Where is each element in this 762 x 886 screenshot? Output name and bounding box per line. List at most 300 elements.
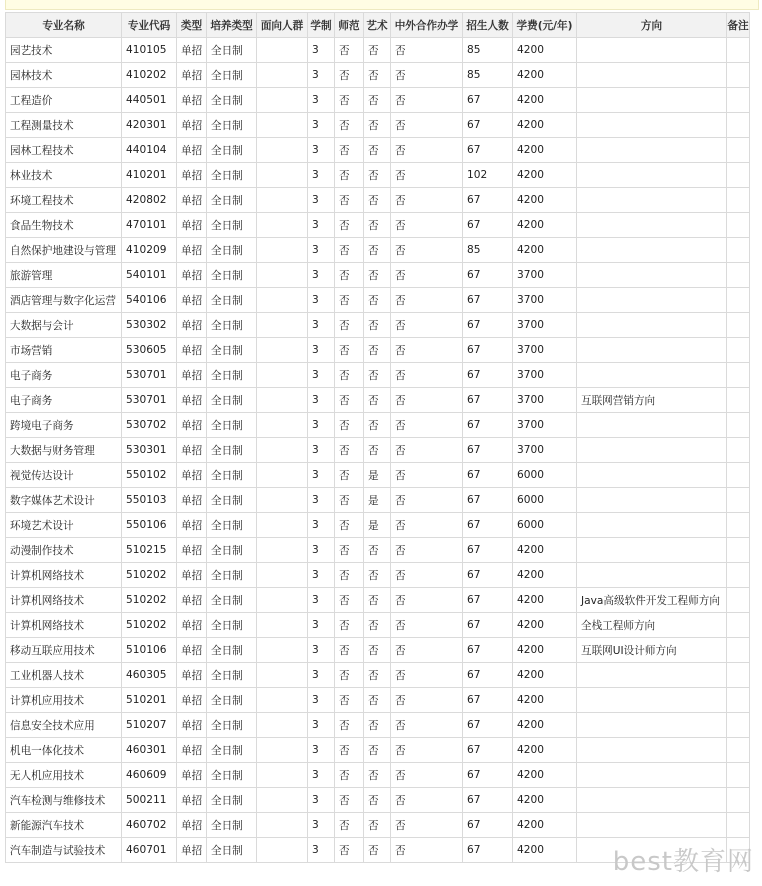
table-cell: 单招 xyxy=(177,288,207,313)
table-cell: 否 xyxy=(335,563,364,588)
table-cell: 全日制 xyxy=(207,363,257,388)
table-cell: 否 xyxy=(391,163,463,188)
table-cell: 电子商务 xyxy=(6,363,122,388)
column-header: 中外合作办学 xyxy=(391,13,463,38)
table-cell: 67 xyxy=(463,213,513,238)
table-cell xyxy=(257,263,308,288)
table-cell: 否 xyxy=(364,363,391,388)
table-cell: 否 xyxy=(364,163,391,188)
table-cell xyxy=(577,763,727,788)
table-cell: 否 xyxy=(391,763,463,788)
table-cell: 否 xyxy=(391,538,463,563)
table-cell xyxy=(257,438,308,463)
table-row xyxy=(6,413,750,438)
table-cell xyxy=(577,488,727,513)
table-cell: 食品生物技术 xyxy=(6,213,122,238)
table-cell: 全日制 xyxy=(207,613,257,638)
table-cell: 460305 xyxy=(122,663,177,688)
table-cell: 否 xyxy=(391,613,463,638)
table-cell xyxy=(577,438,727,463)
table-cell: 67 xyxy=(463,138,513,163)
table-cell: 全日制 xyxy=(207,263,257,288)
table-cell xyxy=(727,713,750,738)
table-cell: 否 xyxy=(391,713,463,738)
table-cell: 3700 xyxy=(513,438,577,463)
table-cell xyxy=(257,813,308,838)
table-cell: 否 xyxy=(391,563,463,588)
table-cell: 单招 xyxy=(177,563,207,588)
table-row xyxy=(6,538,750,563)
table-cell: 全日制 xyxy=(207,813,257,838)
table-cell: 否 xyxy=(364,188,391,213)
table-cell: 否 xyxy=(335,638,364,663)
table-cell: 540106 xyxy=(122,288,177,313)
table-cell: 全日制 xyxy=(207,663,257,688)
table-cell: 3 xyxy=(308,138,335,163)
table-row xyxy=(6,813,750,838)
table-cell: 3 xyxy=(308,663,335,688)
table-cell: 单招 xyxy=(177,538,207,563)
table-cell: 单招 xyxy=(177,88,207,113)
table-cell: 否 xyxy=(364,438,391,463)
table-cell xyxy=(577,38,727,63)
table-cell xyxy=(257,313,308,338)
table-cell: 410209 xyxy=(122,238,177,263)
table-cell: 否 xyxy=(391,288,463,313)
table-cell xyxy=(727,188,750,213)
table-cell: 否 xyxy=(364,788,391,813)
table-cell xyxy=(727,538,750,563)
table-cell: 3 xyxy=(308,688,335,713)
table-cell: 6000 xyxy=(513,463,577,488)
column-header: 师范 xyxy=(335,13,364,38)
table-cell: 4200 xyxy=(513,113,577,138)
table-cell xyxy=(727,63,750,88)
table-cell: 否 xyxy=(335,813,364,838)
table-cell xyxy=(257,163,308,188)
table-cell: 440501 xyxy=(122,88,177,113)
table-cell: 460301 xyxy=(122,738,177,763)
table-cell: 67 xyxy=(463,663,513,688)
table-cell xyxy=(727,288,750,313)
table-cell: 3 xyxy=(308,638,335,663)
table-row xyxy=(6,288,750,313)
table-cell xyxy=(727,113,750,138)
table-cell xyxy=(727,563,750,588)
table-cell: 470101 xyxy=(122,213,177,238)
table-cell: 否 xyxy=(335,413,364,438)
table-cell: 530302 xyxy=(122,313,177,338)
table-cell: 单招 xyxy=(177,788,207,813)
table-cell: 4200 xyxy=(513,763,577,788)
table-cell: 否 xyxy=(364,338,391,363)
table-cell: 否 xyxy=(335,213,364,238)
table-cell: 否 xyxy=(364,88,391,113)
table-cell: 是 xyxy=(364,463,391,488)
table-cell: 大数据与财务管理 xyxy=(6,438,122,463)
table-cell: 否 xyxy=(335,238,364,263)
table-cell: 4200 xyxy=(513,538,577,563)
table-cell: 单招 xyxy=(177,413,207,438)
table-cell: 67 xyxy=(463,413,513,438)
table-cell: 否 xyxy=(364,238,391,263)
table-cell: 67 xyxy=(463,713,513,738)
table-cell xyxy=(727,638,750,663)
table-cell: 全日制 xyxy=(207,438,257,463)
table-body xyxy=(6,38,750,863)
column-header: 专业代码 xyxy=(122,13,177,38)
table-cell: 全日制 xyxy=(207,563,257,588)
table-cell: 4200 xyxy=(513,613,577,638)
table-cell: 否 xyxy=(391,338,463,363)
table-cell: 67 xyxy=(463,838,513,863)
table-cell xyxy=(577,463,727,488)
table-cell: 酒店管理与数字化运营 xyxy=(6,288,122,313)
table-cell: 动漫制作技术 xyxy=(6,538,122,563)
table-cell xyxy=(727,763,750,788)
table-cell: 园艺技术 xyxy=(6,38,122,63)
table-cell: 单招 xyxy=(177,263,207,288)
table-cell: 否 xyxy=(335,763,364,788)
table-cell: 3 xyxy=(308,438,335,463)
watermark-logo: best教育网 xyxy=(612,847,754,877)
column-header: 招生人数 xyxy=(463,13,513,38)
table-cell: 全日制 xyxy=(207,738,257,763)
table-cell: 67 xyxy=(463,788,513,813)
table-cell: 4200 xyxy=(513,63,577,88)
table-row xyxy=(6,463,750,488)
table-cell: 单招 xyxy=(177,488,207,513)
table-cell: 园林技术 xyxy=(6,63,122,88)
table-cell: 全日制 xyxy=(207,63,257,88)
table-cell: 否 xyxy=(335,88,364,113)
table-cell: 单招 xyxy=(177,638,207,663)
table-row xyxy=(6,188,750,213)
table-cell: 4200 xyxy=(513,838,577,863)
table-cell: 计算机网络技术 xyxy=(6,588,122,613)
table-cell: 67 xyxy=(463,688,513,713)
table-cell: 全日制 xyxy=(207,488,257,513)
table-cell: 否 xyxy=(335,463,364,488)
table-cell xyxy=(257,738,308,763)
table-cell: 否 xyxy=(364,38,391,63)
table-cell: 6000 xyxy=(513,513,577,538)
table-row xyxy=(6,313,750,338)
table-cell: 单招 xyxy=(177,738,207,763)
table-cell: 否 xyxy=(391,38,463,63)
table-cell xyxy=(577,288,727,313)
table-row xyxy=(6,638,750,663)
table-cell xyxy=(257,588,308,613)
table-cell: 3 xyxy=(308,838,335,863)
table-cell: 全日制 xyxy=(207,638,257,663)
table-cell: 单招 xyxy=(177,663,207,688)
table-cell xyxy=(577,263,727,288)
table-cell: 67 xyxy=(463,513,513,538)
table-cell: 否 xyxy=(391,113,463,138)
table-cell: 3 xyxy=(308,363,335,388)
table-cell xyxy=(577,513,727,538)
table-cell: 园林工程技术 xyxy=(6,138,122,163)
table-cell: 全日制 xyxy=(207,88,257,113)
table-cell xyxy=(727,263,750,288)
table-cell: 否 xyxy=(391,313,463,338)
table-cell: 3 xyxy=(308,313,335,338)
column-header: 专业名称 xyxy=(6,13,122,38)
table-cell xyxy=(727,213,750,238)
table-cell: 3 xyxy=(308,413,335,438)
table-row xyxy=(6,338,750,363)
table-cell: 510202 xyxy=(122,613,177,638)
table-cell xyxy=(257,838,308,863)
table-cell: 数字媒体艺术设计 xyxy=(6,488,122,513)
table-row xyxy=(6,388,750,413)
table-cell: 3 xyxy=(308,513,335,538)
table-cell: 全日制 xyxy=(207,788,257,813)
table-cell: 否 xyxy=(364,413,391,438)
table-cell: 全日制 xyxy=(207,463,257,488)
table-cell: 全日制 xyxy=(207,388,257,413)
table-cell: 3 xyxy=(308,388,335,413)
table-cell: 电子商务 xyxy=(6,388,122,413)
table-cell xyxy=(257,288,308,313)
table-cell: 单招 xyxy=(177,838,207,863)
table-cell xyxy=(727,338,750,363)
table-cell: 否 xyxy=(335,838,364,863)
table-cell: 全日制 xyxy=(207,238,257,263)
table-row xyxy=(6,713,750,738)
table-cell xyxy=(577,163,727,188)
table-cell xyxy=(257,213,308,238)
table-cell: 3 xyxy=(308,38,335,63)
table-cell: 自然保护地建设与管理 xyxy=(6,238,122,263)
table-cell: 否 xyxy=(391,213,463,238)
table-cell: 否 xyxy=(335,163,364,188)
table-cell: 否 xyxy=(335,663,364,688)
table-cell: 否 xyxy=(335,538,364,563)
table-cell: 否 xyxy=(391,788,463,813)
table-cell xyxy=(577,688,727,713)
table-cell: 否 xyxy=(335,38,364,63)
table-cell: 旅游管理 xyxy=(6,263,122,288)
column-header: 学费(元/年) xyxy=(513,13,577,38)
table-cell: 否 xyxy=(364,813,391,838)
table-cell: 互联网营销方向 xyxy=(577,388,727,413)
column-header: 类型 xyxy=(177,13,207,38)
table-cell: 4200 xyxy=(513,688,577,713)
table-cell: 3 xyxy=(308,63,335,88)
table-cell: 否 xyxy=(335,113,364,138)
table-cell: 67 xyxy=(463,738,513,763)
table-cell: 否 xyxy=(391,588,463,613)
table-cell xyxy=(577,538,727,563)
column-header: 艺术 xyxy=(364,13,391,38)
table-cell: 新能源汽车技术 xyxy=(6,813,122,838)
table-cell: 530702 xyxy=(122,413,177,438)
table-cell: 否 xyxy=(391,738,463,763)
table-cell xyxy=(257,238,308,263)
table-cell xyxy=(727,88,750,113)
table-cell: 3 xyxy=(308,88,335,113)
table-row xyxy=(6,163,750,188)
table-cell: 67 xyxy=(463,438,513,463)
table-cell: 全日制 xyxy=(207,38,257,63)
table-cell xyxy=(727,138,750,163)
table-cell: 否 xyxy=(391,363,463,388)
table-cell xyxy=(577,63,727,88)
table-row xyxy=(6,113,750,138)
table-cell xyxy=(577,238,727,263)
table-cell xyxy=(257,38,308,63)
table-cell: 4200 xyxy=(513,138,577,163)
table-cell xyxy=(257,563,308,588)
table-cell: 3 xyxy=(308,563,335,588)
table-cell: 否 xyxy=(335,288,364,313)
table-cell xyxy=(727,663,750,688)
table-cell: Java高级软件开发工程师方向 xyxy=(577,588,727,613)
table-cell: 否 xyxy=(364,288,391,313)
table-cell: 3 xyxy=(308,763,335,788)
table-cell: 市场营销 xyxy=(6,338,122,363)
table-cell: 否 xyxy=(335,713,364,738)
table-cell: 全日制 xyxy=(207,163,257,188)
table-cell: 460701 xyxy=(122,838,177,863)
table-cell xyxy=(727,738,750,763)
table-cell: 视觉传达设计 xyxy=(6,463,122,488)
table-cell: 单招 xyxy=(177,238,207,263)
table-cell xyxy=(727,38,750,63)
table-cell: 全日制 xyxy=(207,588,257,613)
table-cell: 440104 xyxy=(122,138,177,163)
table-row xyxy=(6,788,750,813)
table-cell: 否 xyxy=(391,88,463,113)
table-cell: 全日制 xyxy=(207,688,257,713)
column-header: 培养类型 xyxy=(207,13,257,38)
table-cell xyxy=(727,813,750,838)
table-cell: 是 xyxy=(364,488,391,513)
table-cell: 单招 xyxy=(177,588,207,613)
table-cell: 3700 xyxy=(513,263,577,288)
table-cell: 3 xyxy=(308,588,335,613)
table-cell xyxy=(727,463,750,488)
table-cell: 550103 xyxy=(122,488,177,513)
table-cell: 计算机应用技术 xyxy=(6,688,122,713)
table-cell: 大数据与会计 xyxy=(6,313,122,338)
table-cell: 否 xyxy=(335,363,364,388)
table-cell: 单招 xyxy=(177,313,207,338)
table-cell: 全日制 xyxy=(207,713,257,738)
table-cell: 3700 xyxy=(513,288,577,313)
table-cell: 否 xyxy=(391,838,463,863)
table-cell: 67 xyxy=(463,613,513,638)
table-cell: 否 xyxy=(335,138,364,163)
table-cell: 否 xyxy=(335,513,364,538)
table-row xyxy=(6,763,750,788)
table-cell: 67 xyxy=(463,388,513,413)
table-cell: 全日制 xyxy=(207,338,257,363)
table-cell: 85 xyxy=(463,238,513,263)
table-cell: 3 xyxy=(308,238,335,263)
table-cell xyxy=(577,338,727,363)
table-cell: 单招 xyxy=(177,188,207,213)
table-cell: 550102 xyxy=(122,463,177,488)
table-row xyxy=(6,488,750,513)
table-cell xyxy=(257,663,308,688)
table-cell: 67 xyxy=(463,588,513,613)
table-cell: 3 xyxy=(308,713,335,738)
table-cell: 否 xyxy=(335,313,364,338)
table-cell: 67 xyxy=(463,488,513,513)
table-cell: 否 xyxy=(364,538,391,563)
table-cell: 单招 xyxy=(177,363,207,388)
table-cell xyxy=(257,713,308,738)
table-cell: 4200 xyxy=(513,663,577,688)
table-cell xyxy=(727,613,750,638)
table-cell: 否 xyxy=(364,113,391,138)
table-cell: 4200 xyxy=(513,788,577,813)
table-cell: 3 xyxy=(308,188,335,213)
table-cell: 67 xyxy=(463,813,513,838)
table-cell xyxy=(257,413,308,438)
table-cell: 否 xyxy=(391,388,463,413)
table-cell: 否 xyxy=(335,63,364,88)
table-cell: 全日制 xyxy=(207,138,257,163)
table-cell: 3 xyxy=(308,738,335,763)
table-cell: 否 xyxy=(335,263,364,288)
table-cell: 4200 xyxy=(513,563,577,588)
table-cell: 否 xyxy=(335,488,364,513)
table-cell: 全日制 xyxy=(207,838,257,863)
table-cell: 否 xyxy=(335,688,364,713)
table-cell: 3 xyxy=(308,538,335,563)
table-cell xyxy=(257,638,308,663)
table-row xyxy=(6,363,750,388)
table-cell: 3 xyxy=(308,163,335,188)
table-cell: 否 xyxy=(335,738,364,763)
table-cell: 单招 xyxy=(177,338,207,363)
table-row xyxy=(6,513,750,538)
table-cell: 4200 xyxy=(513,38,577,63)
table-cell: 全日制 xyxy=(207,313,257,338)
table-cell: 环境艺术设计 xyxy=(6,513,122,538)
table-cell: 否 xyxy=(364,663,391,688)
table-cell: 否 xyxy=(335,613,364,638)
table-cell: 530605 xyxy=(122,338,177,363)
table-cell xyxy=(257,613,308,638)
table-cell xyxy=(577,138,727,163)
table-cell: 移动互联应用技术 xyxy=(6,638,122,663)
table-cell: 67 xyxy=(463,638,513,663)
table-cell: 4200 xyxy=(513,738,577,763)
table-cell: 530301 xyxy=(122,438,177,463)
table-cell: 工业机器人技术 xyxy=(6,663,122,688)
table-cell: 4200 xyxy=(513,163,577,188)
table-cell: 510106 xyxy=(122,638,177,663)
table-cell: 否 xyxy=(335,338,364,363)
table-row xyxy=(6,138,750,163)
table-cell: 工程造价 xyxy=(6,88,122,113)
table-cell: 4200 xyxy=(513,188,577,213)
table-cell: 530701 xyxy=(122,388,177,413)
table-cell xyxy=(577,363,727,388)
table-cell xyxy=(727,513,750,538)
table-cell: 全日制 xyxy=(207,113,257,138)
table-cell xyxy=(257,113,308,138)
table-cell: 3 xyxy=(308,813,335,838)
table-cell: 否 xyxy=(391,638,463,663)
table-cell xyxy=(257,763,308,788)
table-cell xyxy=(577,113,727,138)
